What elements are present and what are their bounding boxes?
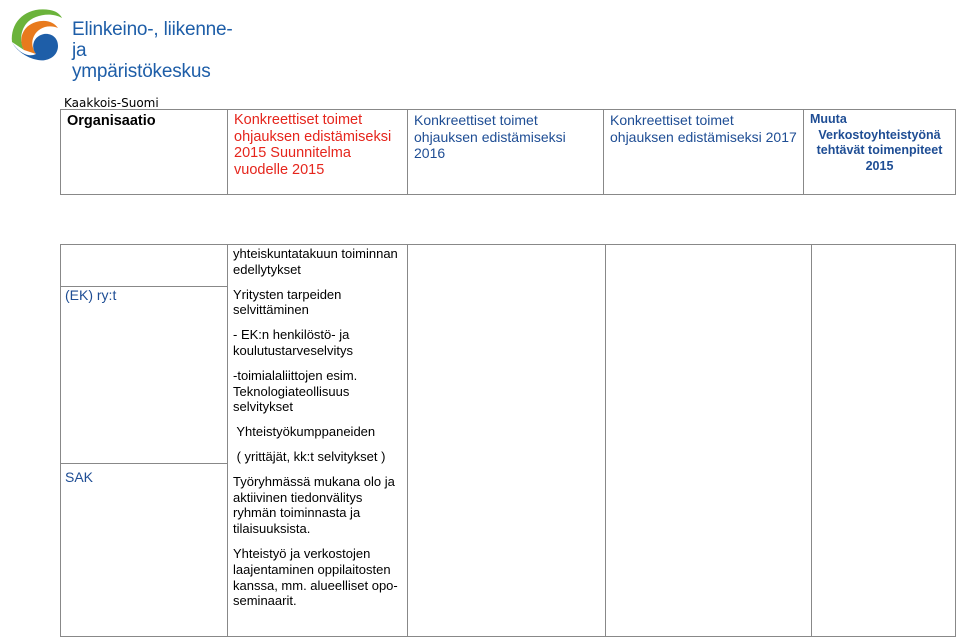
ely-logo: [4, 2, 244, 82]
header-actions-2017: Konkreettiset toimet ohjauksen edistämiseksi 2017: [604, 110, 804, 195]
action-text: ( yrittäjät, kk:t selvitykset ): [233, 448, 386, 464]
table-border-top: [60, 244, 956, 245]
header-actions-2016: Konkreettiset toimet ohjauksen edistämiseksi 2016: [408, 110, 604, 195]
action-text: Yhteistyökumppaneiden: [233, 424, 376, 440]
ely-centre-logo-icon: [4, 2, 66, 64]
column-divider: [955, 244, 956, 637]
action-text: Yhteistyö ja verkostojen laajentaminen oppilaitosten kanssa, mm. alueelliset opo-seminaarit.: [233, 545, 398, 609]
logo-line-1: Elinkeino-, liikenne- ja: [72, 19, 233, 61]
header-row: [61, 110, 956, 195]
column-divider: [227, 244, 228, 637]
column-divider: [811, 244, 812, 637]
logo-line-2: ympäristökeskus: [72, 61, 211, 82]
row-divider: [60, 463, 227, 464]
data-table: [60, 244, 956, 637]
action-text: yhteiskuntatakuun toiminnan edellytykset: [233, 246, 398, 277]
table-border-bottom: [60, 636, 956, 637]
header-other-title: Muuta: [810, 112, 847, 126]
column-divider: [605, 244, 606, 637]
header-other: [804, 110, 956, 195]
org-ek: (EK) ry:t: [65, 287, 117, 303]
logo-wordmark: [72, 19, 244, 82]
action-text: Yritysten tarpeiden selvittäminen: [233, 286, 342, 318]
action-text: - EK:n henkilöstö- ja koulutustarveselvitys: [233, 327, 353, 358]
header-organisation: Organisaatio: [61, 110, 228, 195]
actions-2015-cell: [233, 246, 405, 618]
header-table: [60, 109, 956, 195]
region-label: Kaakkois-Suomi: [64, 96, 159, 110]
header-other-network: Verkostoyhteistyönä tehtävät toimenpiteet 2015: [816, 127, 943, 173]
org-sak: SAK: [65, 469, 94, 485]
header-actions-2015: Konkreettiset toimet ohjauksen edistämiseksi 2015 Suunnitelma vuodelle 2015: [228, 110, 408, 195]
column-divider: [407, 244, 408, 637]
column-divider: [60, 244, 61, 637]
action-text: -toimialaliittojen esim. Teknologiateollisuus selvitykset: [233, 367, 358, 415]
action-text: Työryhmässä mukana olo ja aktiivinen tiedonvälitys ryhmän toiminnasta ja tilaisuuksista.: [233, 473, 395, 537]
